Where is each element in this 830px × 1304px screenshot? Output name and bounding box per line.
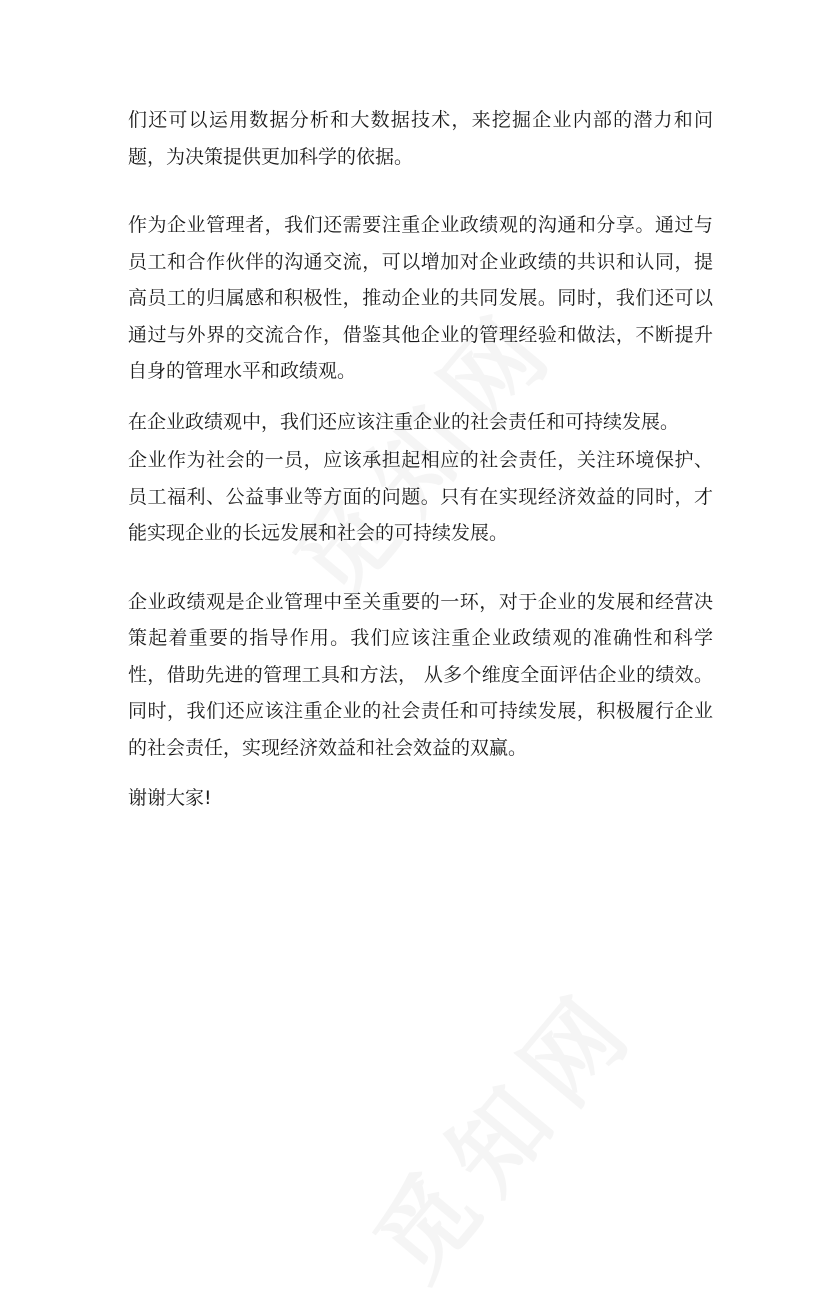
paragraph-data-analysis: 们还可以运用数据分析和大数据技术，来挖掘企业内部的潜力和问题，为决策提供更加科学的依据。: [128, 109, 713, 168]
paragraph-conclusion: 企业政绩观是企业管理中至关重要的一环，对于企业的发展和经营决策起着重要的指导作用。我们应该注重企业政绩观的准确性和科学性，借助先进的管理工具和方法， 从多个维度全面评估企业的绩效。同时，我们还应该注重企业的社会责任和可持续发展，积极履行企业的社会责任，实现经济效益和社会效益的双赢。: [128, 590, 713, 759]
paragraph-social-responsibility-intro: 在企业政绩观中，我们还应该注重企业的社会责任和可持续发展。: [128, 410, 680, 433]
paragraph-communication: 作为企业管理者，我们还需要注重企业政绩观的沟通和分享。通过与员工和合作伙伴的沟通交流，可以增加对企业政绩的共识和认同，提高员工的归属感和积极性，推动企业的共同发展。同时，我们还可以通过与外界的交流合作，借鉴其他企业的管理经验和做法，不断提升自身的管理水平和政绩观。: [128, 214, 713, 382]
watermark-logo: [339, 953, 664, 1303]
paragraph-social-responsibility: 企业作为社会的一员，应该承担起相应的社会责任，关注环境保护、员工福利、公益事业等方面的问题。只有在实现经济效益的同时，才能实现企业的长远发展和社会的可持续发展。: [128, 449, 713, 544]
document-body: [128, 102, 713, 817]
paragraph-thanks: 谢谢大家!: [128, 787, 212, 809]
